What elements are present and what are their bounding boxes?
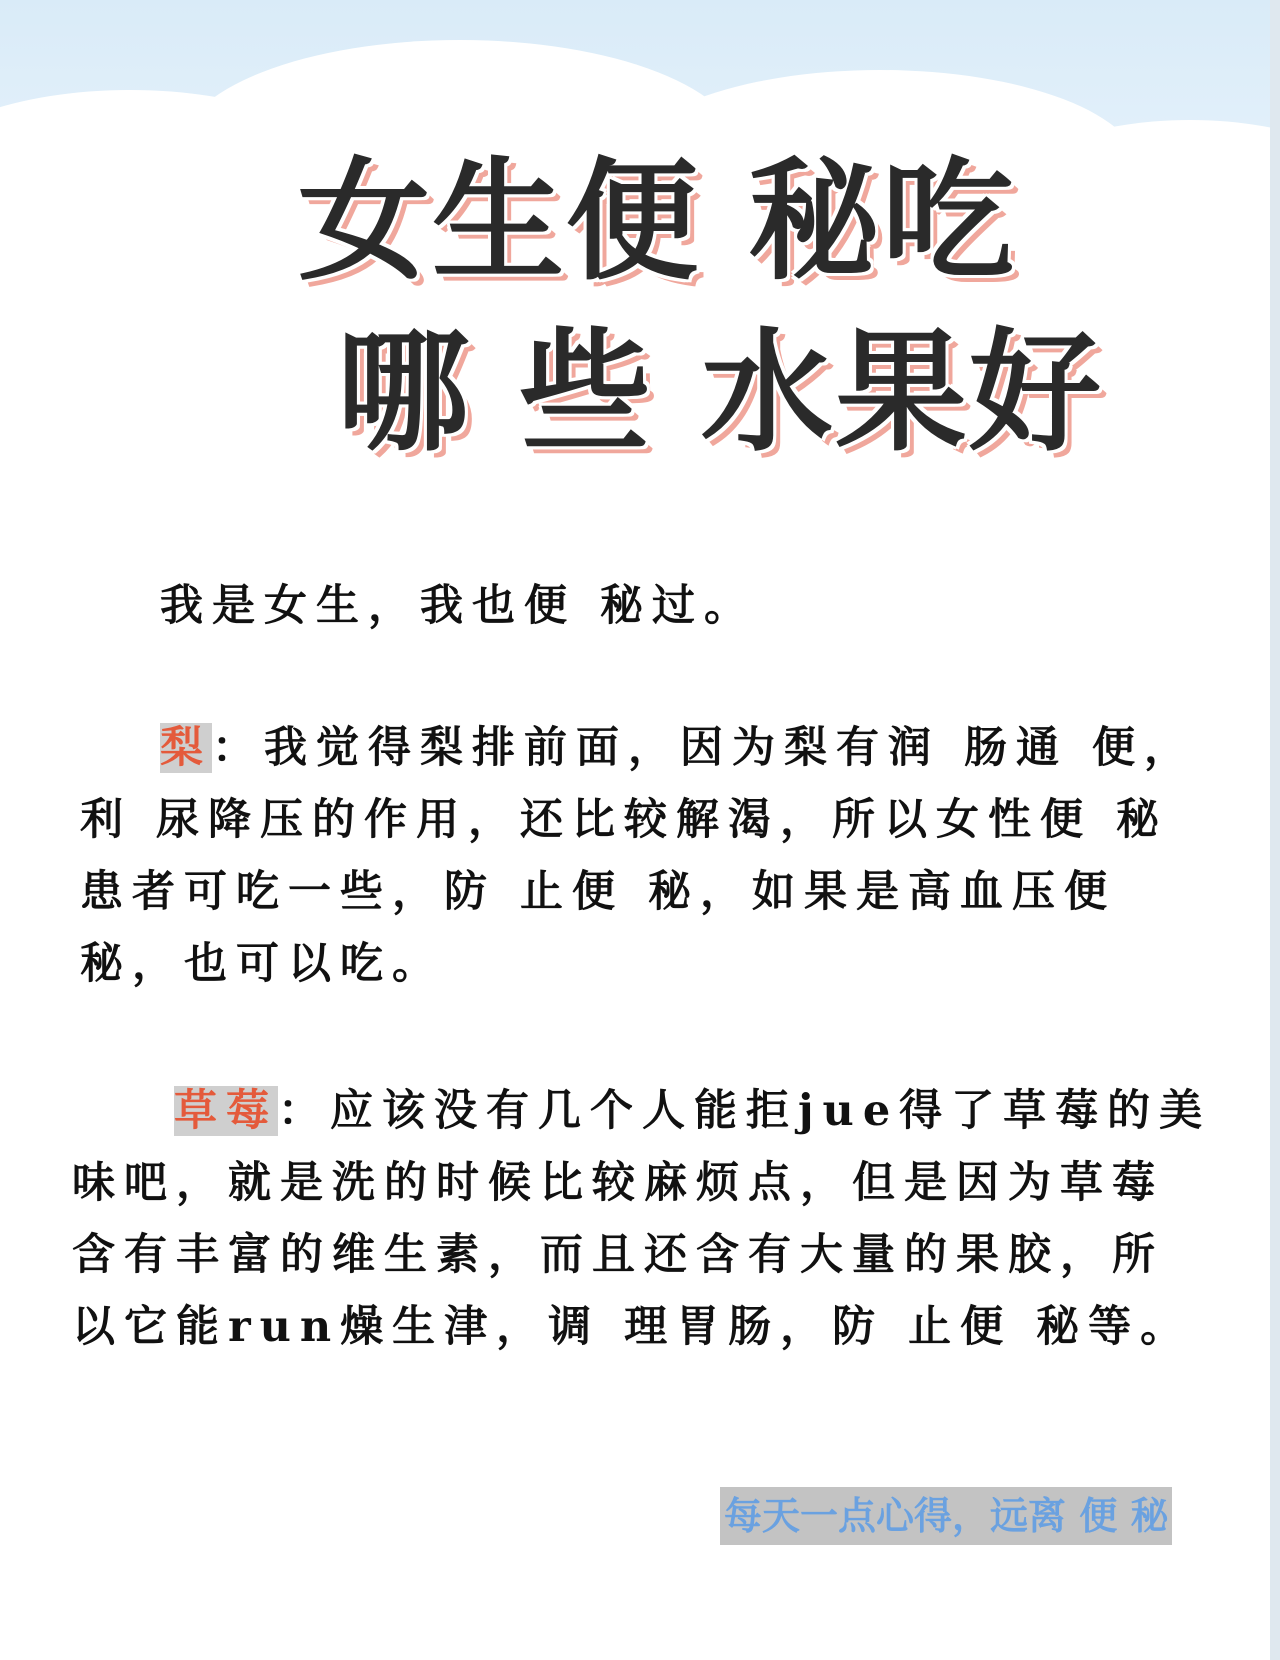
keyword-highlight: 梨	[160, 723, 212, 773]
page-title-line-1: 女生便 秘吃	[298, 145, 1016, 299]
paragraph-line: 含有丰富的维生素，而且还含有大量的果胶，所	[72, 1230, 1164, 1280]
page-title-line-2: 哪 些 水果好	[337, 316, 1103, 470]
paragraph-line	[80, 712, 1196, 784]
keyword-highlight: 草莓	[174, 1086, 278, 1136]
paragraph-line: 味吧，就是洗的时候比较麻烦点，但是因为草莓	[72, 1158, 1164, 1208]
strawberry-paragraph	[72, 1075, 1211, 1363]
line-text: ：应该没有几个人能拒jue得了草莓的美	[278, 1086, 1212, 1136]
pear-paragraph	[80, 712, 1196, 1000]
paragraph-line: 患者可吃一些，防 止便 秘，如果是高血压便	[80, 867, 1116, 917]
paragraph-line: 以它能run燥生津，调 理胃肠，防 止便 秘等。	[72, 1302, 1193, 1352]
paragraph-line: 秘，也可以吃。	[80, 939, 444, 989]
intro-paragraph: 我是女生，我也便 秘过。	[160, 581, 756, 631]
paragraph-line: 利 尿降压的作用，还比较解渴，所以女性便 秘	[80, 795, 1168, 845]
page-edge	[1270, 0, 1280, 1660]
line-text: ：我觉得梨排前面，因为梨有润 肠通 便，	[212, 723, 1196, 773]
paragraph-line	[72, 1075, 1211, 1147]
footer-tagline: 每天一点心得，远离 便 秘	[720, 1487, 1172, 1545]
